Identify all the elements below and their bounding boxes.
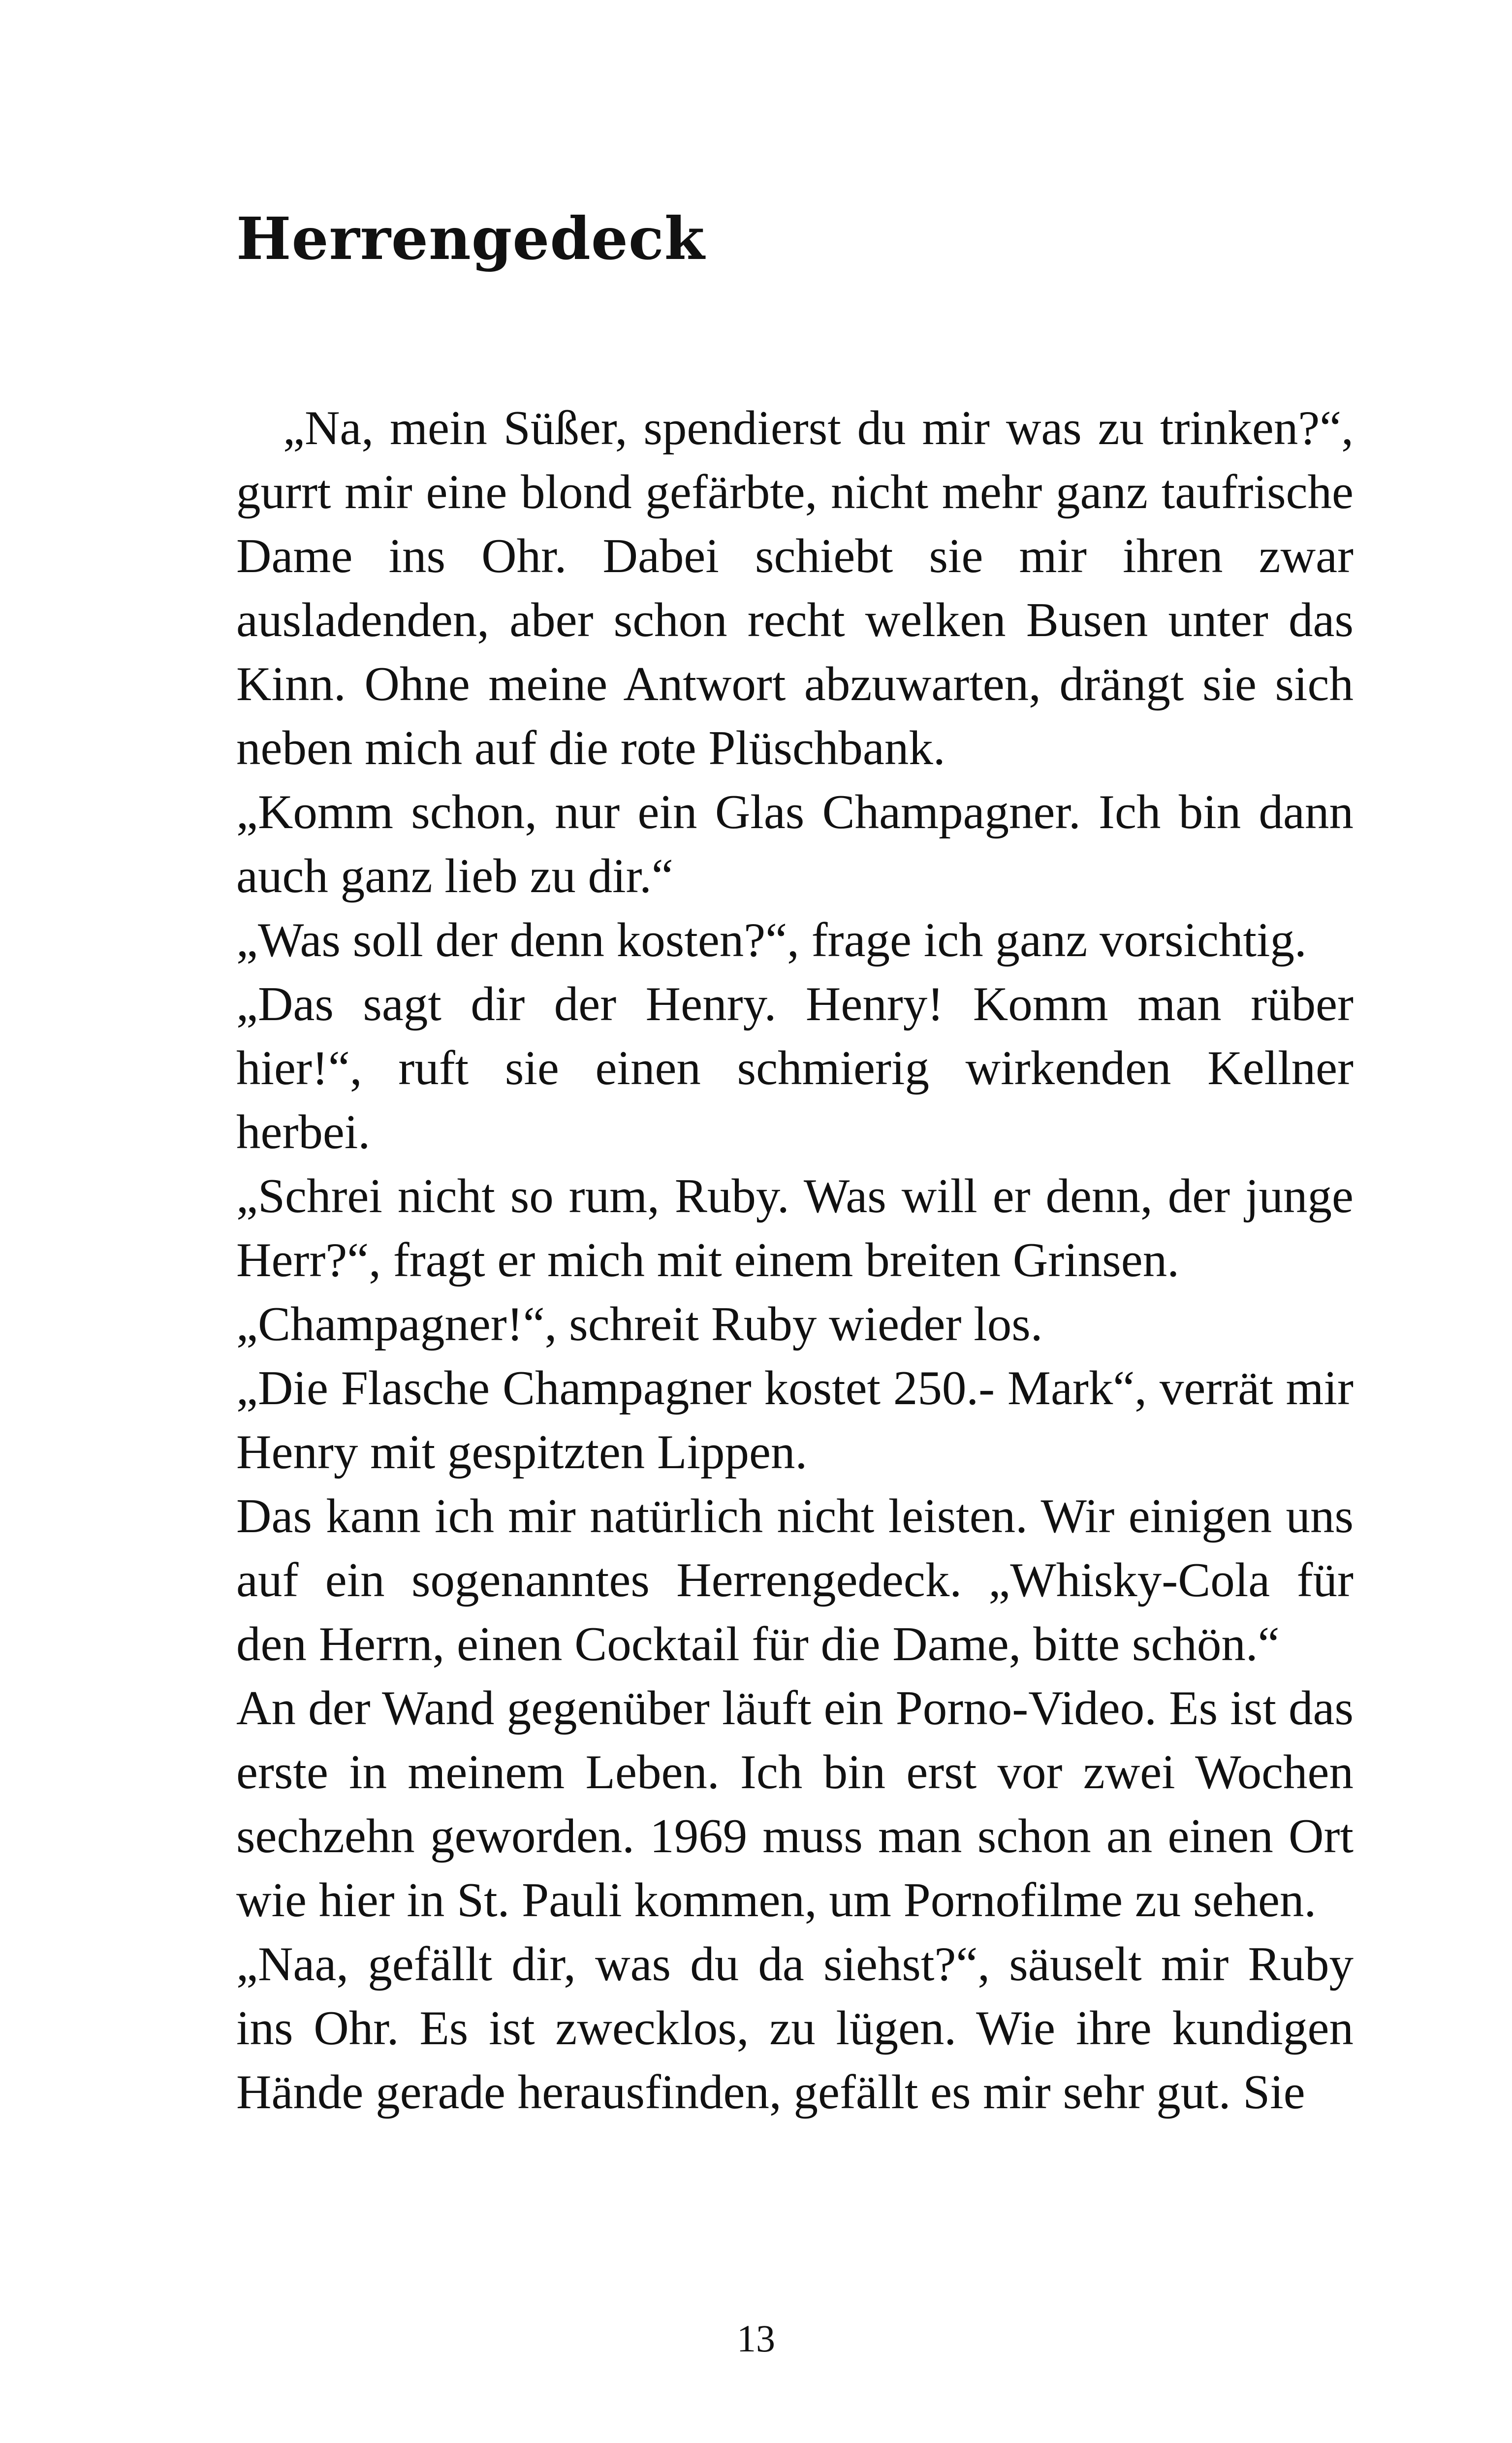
- paragraph: „Komm schon, nur ein Glas Champagner. Ich bin dann auch ganz lieb zu dir.“: [236, 785, 1354, 903]
- paragraph: Das kann ich mir natürlich nicht leisten. Wir einigen uns auf ein sogenanntes Herrengedeck. „Whisky-Cola für den Herrn, einen Cocktail für die Dame, bitte schön.“: [236, 1489, 1354, 1671]
- body-text: [236, 396, 1354, 2124]
- paragraph: „Na, mein Süßer, spendierst du mir was zu trinken?“, gurrt mir eine blond gefärbte, nicht mehr ganz taufrische Dame ins Ohr. Dabei schiebt sie mir ihren zwar ausladenden, aber schon recht welken Busen unter das Kinn. Ohne meine Antwort abzuwarten, drängt sie sich neben mich auf die rote Plüschbank.: [236, 401, 1354, 775]
- paragraph: „Champagner!“, schreit Ruby wieder los.: [236, 1297, 1043, 1351]
- paragraph: „Das sagt dir der Henry. Henry! Komm man rüber hier!“, ruft sie einen schmierig wirkenden Kellner herbei.: [236, 977, 1354, 1159]
- page-number: 13: [737, 2317, 775, 2360]
- paragraph: „Naa, gefällt dir, was du da siehst?“, säuselt mir Ruby ins Ohr. Es ist zwecklos, zu lügen. Wie ihre kundigen Hände gerade herausfinden, gefällt es mir sehr gut. Sie: [236, 1937, 1354, 2119]
- paragraph: „Was soll der denn kosten?“, frage ich ganz vorsichtig.: [236, 913, 1307, 967]
- paragraph: „Schrei nicht so rum, Ruby. Was will er denn, der junge Herr?“, fragt er mich mit einem breiten Grinsen.: [236, 1169, 1354, 1287]
- paragraph: An der Wand gegenüber läuft ein Porno-Video. Es ist das erste in meinem Leben. Ich bin erst vor zwei Wochen sechzehn geworden. 1969 muss man schon an einen Ort wie hier in St. Pauli kommen, um Pornofilme zu sehen.: [236, 1681, 1354, 1927]
- chapter-title: Herrengedeck: [236, 204, 705, 273]
- paragraph: „Die Flasche Champagner kostet 250.- Mark“, verrät mir Henry mit gespitzten Lippen.: [236, 1361, 1354, 1479]
